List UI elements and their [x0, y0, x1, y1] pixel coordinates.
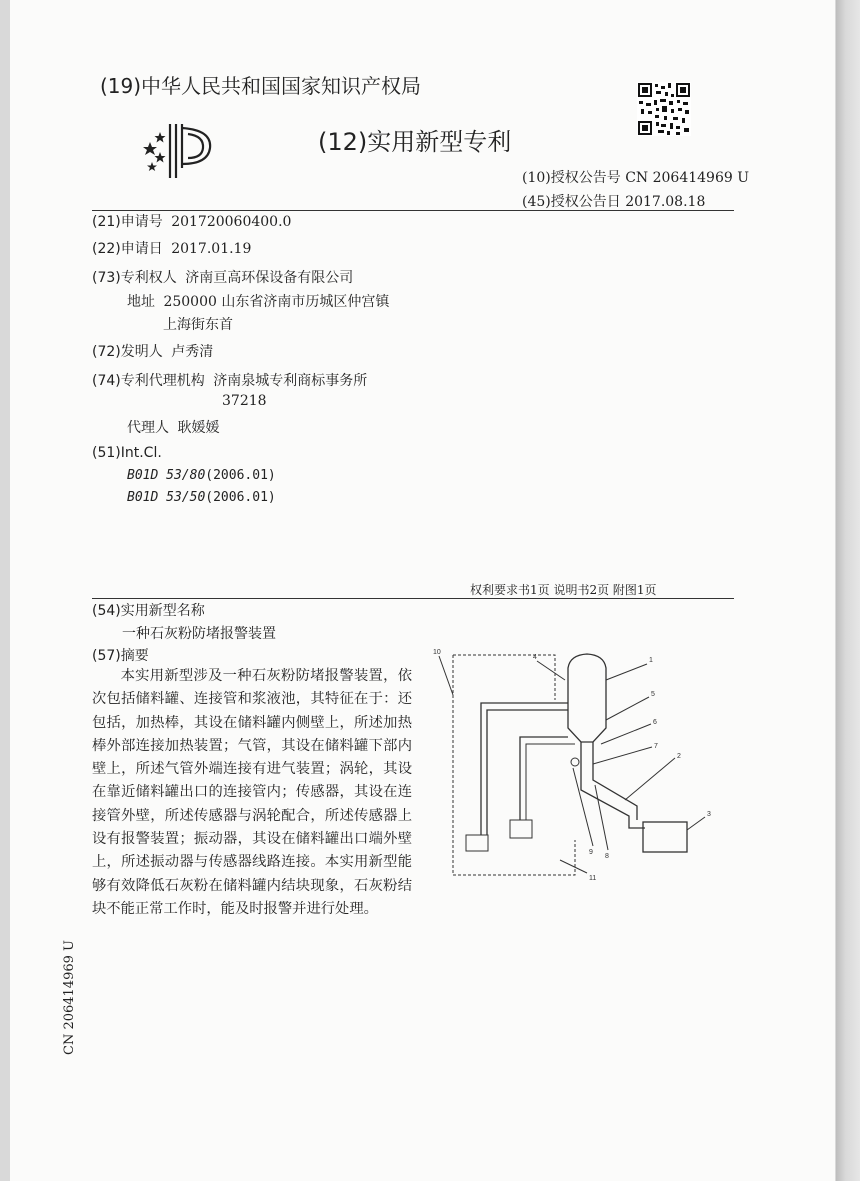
ipc-entry — [127, 490, 276, 505]
agency-label: (74)专利代理机构 — [92, 373, 205, 389]
address-line-1: 250000 山东省济南市历城区仲宫镇 — [163, 294, 390, 310]
ipc-label: (51)Int.Cl. — [92, 445, 162, 461]
inventor: 卢秀清 — [171, 344, 214, 360]
drawing-label: 8 — [605, 853, 609, 860]
address-row — [127, 291, 389, 311]
drawing-label: 1 — [649, 657, 653, 664]
drawing-label: 4 — [533, 654, 537, 661]
drawing-label: 3 — [707, 811, 711, 818]
page-count: 权利要求书1页 说明书2页 附图1页 — [470, 583, 657, 597]
ipc-entry — [127, 468, 276, 483]
document-type: (12)实用新型专利 — [318, 128, 512, 156]
drawing-label: 5 — [651, 691, 655, 698]
agent-label: 代理人 — [127, 420, 169, 436]
application-number-row — [92, 211, 291, 231]
abstract-drawing — [425, 640, 725, 890]
publication-number: (10)授权公告号 CN 206414969 U — [522, 170, 750, 186]
title-label: (54)实用新型名称 — [92, 603, 205, 619]
patentee-row — [92, 267, 353, 287]
ipc-version: (2006.01) — [205, 490, 276, 505]
ipc-version: (2006.01) — [205, 468, 276, 483]
agent-row — [127, 417, 219, 437]
application-number: 201720060400.0 — [171, 214, 292, 230]
application-date: 2017.01.19 — [171, 241, 252, 257]
section-divider — [92, 598, 734, 599]
agency-row — [92, 370, 367, 390]
address-label: 地址 — [127, 294, 155, 310]
qr-code-icon — [637, 82, 691, 136]
side-publication-number: CN 206414969 U — [62, 940, 77, 1055]
office-name: (19)中华人民共和国国家知识产权局 — [100, 74, 422, 98]
inventor-label: (72)发明人 — [92, 344, 163, 360]
abstract-label: (57)摘要 — [92, 648, 149, 664]
ipc-code: B01D 53/50 — [127, 490, 206, 505]
drawing-label: 11 — [589, 875, 597, 882]
application-number-label: (21)申请号 — [92, 214, 163, 230]
drawing-label: 2 — [677, 753, 681, 760]
application-date-row — [92, 238, 251, 258]
agency: 济南泉城专利商标事务所 — [213, 373, 368, 389]
drawing-label: 10 — [433, 649, 441, 656]
publication-date: (45)授权公告日 2017.08.18 — [522, 194, 706, 210]
agency-code: 37218 — [222, 393, 267, 409]
cnipa-emblem-icon — [140, 120, 215, 182]
application-date-label: (22)申请日 — [92, 241, 163, 257]
drawing-label: 6 — [653, 719, 657, 726]
ipc-code: B01D 53/80 — [127, 468, 206, 483]
patentee-label: (73)专利权人 — [92, 270, 177, 286]
patentee: 济南亘高环保设备有限公司 — [185, 270, 354, 286]
drawing-label: 9 — [589, 849, 593, 856]
utility-model-title: 一种石灰粉防堵报警装置 — [122, 626, 276, 642]
scanner-edge — [836, 0, 860, 1181]
drawing-label: 7 — [654, 743, 658, 750]
address-line-2: 上海街东首 — [163, 317, 233, 333]
inventor-row — [92, 341, 213, 361]
abstract-text: 本实用新型涉及一种石灰粉防堵报警装置，依次包括储料罐、连接管和浆液池，其特征在于：还包括，加热棒，其设在储料罐内侧壁上，所述加热棒外部连接加热装置；气管，其设在储料罐下部内壁上，所述气管外端连接有进气装置；涡轮，其设在靠近储料罐出口的连接管内；传感器，其设在连接管外壁，所述传感器与涡轮配合，所述传感器上设有报警装置；振动器，其设在储料罐出口端外壁上，所述振动器与传感器线路连接。本实用新型能够有效降低石灰粉在储料罐内结块现象，石灰粉结块不能正常工作时，能及时报警并进行处理。 — [92, 668, 412, 917]
agent: 耿媛媛 — [177, 420, 220, 436]
